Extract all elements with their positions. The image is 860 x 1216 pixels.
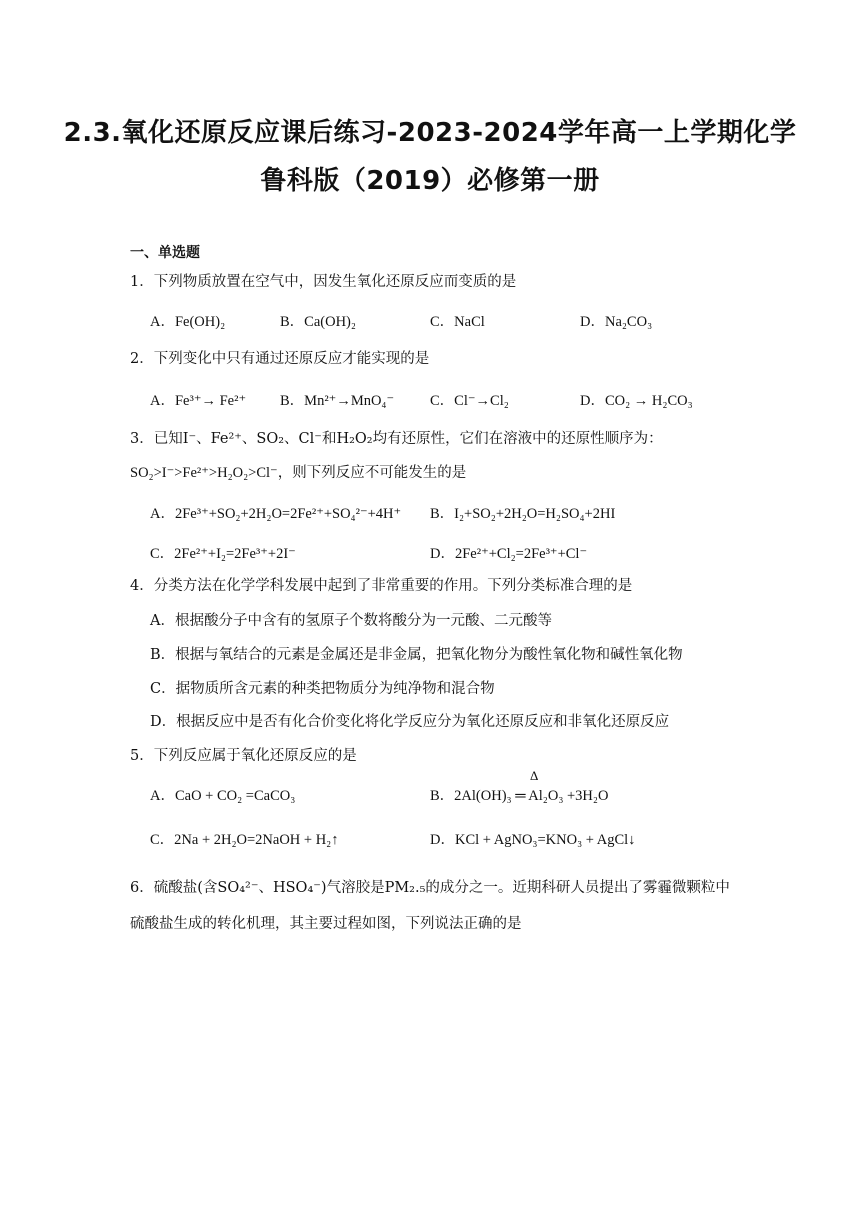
q6-stem-line2: 硫酸盐生成的转化机理，其主要过程如图，下列说法正确的是: [130, 916, 522, 932]
q4-option-b: B．根据与氧结合的元素是金属还是非金属，把氧化物分为酸性氧化物和碱性氧化物: [150, 647, 683, 663]
q2-option-c: C．Cl⁻→Cl₂: [430, 393, 509, 409]
q1-option-b: B．Ca(OH)₂: [280, 314, 356, 330]
title-line-1: 2.3.氧化还原反应课后练习-2023-2024学年高一上学期化学: [63, 118, 797, 148]
q5-option-c: C．2Na + 2H₂O=2NaOH + H₂↑: [150, 832, 339, 848]
q2-stem: 2．下列变化中只有通过还原反应才能实现的是: [130, 351, 430, 367]
q3-stem-line2: SO₂>I⁻>Fe²⁺>H₂O₂>Cl⁻，则下列反应不可能发生的是: [130, 465, 467, 481]
q4-option-d: D．根据反应中是否有化合价变化将化学反应分为氧化还原反应和非氧化还原反应: [150, 714, 670, 730]
q1-stem: 1．下列物质放置在空气中，因发生氧化还原反应而变质的是: [130, 274, 517, 290]
q6-stem-line1: 6．硫酸盐(含SO₄²⁻、HSO₄⁻)气溶胶是PM₂.₅的成分之一。近期科研人员提出了雾霾微颗粒中: [130, 880, 730, 896]
q4-stem: 4．分类方法在化学学科发展中起到了非常重要的作用。下列分类标准合理的是: [130, 578, 633, 594]
q3-option-b: B．I₂+SO₂+2H₂O=H₂SO₄+2HI: [430, 506, 616, 522]
q5-option-b-heat-symbol: Δ: [530, 768, 539, 783]
q2-option-a: A．Fe³⁺→ Fe²⁺: [150, 393, 247, 409]
q1-option-a: A．Fe(OH)₂: [150, 314, 226, 330]
section-heading: 一、单选题: [130, 245, 200, 261]
q5-option-a: A．CaO + CO₂ =CaCO₃: [150, 788, 296, 804]
q5-option-b: B．2Al(OH)₃ ═ Al₂O₃ +3H₂O: [430, 788, 609, 804]
q3-stem-line1: 3．已知I⁻、Fe²⁺、SO₂、Cl⁻和H₂O₂均有还原性，它们在溶液中的还原性顺序为：: [130, 431, 663, 447]
q3-option-d: D．2Fe²⁺+Cl₂=2Fe³⁺+Cl⁻: [430, 546, 588, 562]
q3-option-c: C．2Fe²⁺+I₂=2Fe³⁺+2I⁻: [150, 546, 296, 562]
q4-option-a: A．根据酸分子中含有的氢原子个数将酸分为一元酸、二元酸等: [150, 613, 552, 629]
title-line-2: 鲁科版（2019）必修第一册: [260, 166, 600, 196]
q3-option-a: A．2Fe³⁺+SO₂+2H₂O=2Fe²⁺+SO₄²⁻+4H⁺: [150, 506, 402, 522]
q1-option-d: D．Na₂CO₃: [580, 314, 653, 330]
q4-option-c: C．据物质所含元素的种类把物质分为纯净物和混合物: [150, 681, 495, 697]
q2-option-b: B．Mn²⁺→MnO₄⁻: [280, 393, 395, 409]
q5-option-d: D．KCl + AgNO₃=KNO₃ + AgCl↓: [430, 832, 636, 848]
q1-option-c: C．NaCl: [430, 314, 485, 330]
q5-stem: 5．下列反应属于氧化还原反应的是: [130, 748, 357, 764]
q2-option-d: D．CO₂ → H₂CO₃: [580, 393, 693, 409]
